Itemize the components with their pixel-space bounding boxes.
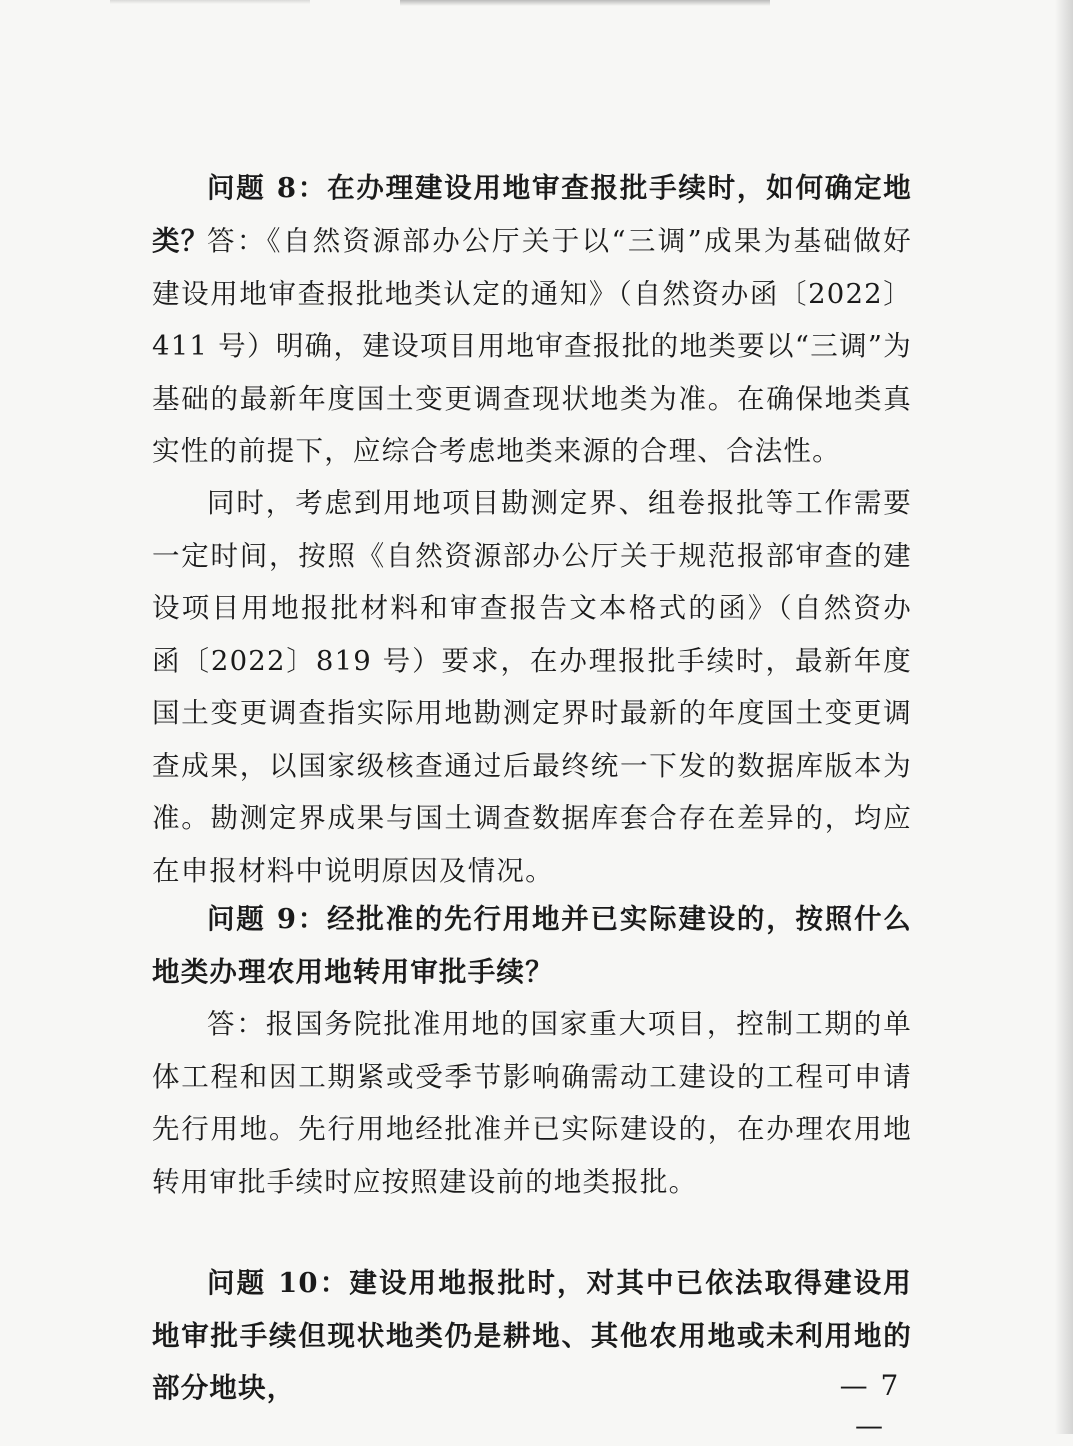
question-10: 问题 10：建设用地报批时，对其中已依法取得建设用地审批手续但现状地类仍是耕地、其他农用地或未利用地的部分地块，: [152, 1267, 912, 1404]
question-9: 问题 9：经批准的先行用地并已实际建设的，按照什么地类办理农用地转用审批手续？: [152, 903, 912, 988]
page-number: — 7 —: [839, 1369, 901, 1442]
answer-8-paragraph-2: 同时，考虑到用地项目勘测定界、组卷报批等工作需要一定时间，按照《自然资源部办公厅关于规范报部审查的建设项目用地报批材料和审查报告文本格式的函》（自然资办函〔2022〕819 号）要求，在办理报批手续时，最新年度国土变更调查指实际用地勘测定界时最新的年度国土变更调查成果，以国家级核查通过后最终统一下发的数据库版本为准。勘测定界成果与国土调查数据库套合存在差异的，均应在申报材料中说明原因及情况。: [152, 487, 912, 887]
answer-8: 答：《自然资源部办公厅关于以“三调”成果为基础做好建设用地审查报批地类认定的通知》（自然资办函〔2022〕411 号）明确，建设项目用地审查报批的地类要以“三调”为基础的最新年度国土变更调查现状地类为准。在确保地类真实性的前提下，应综合考虑地类来源的合理、合法性。: [152, 225, 912, 467]
answer-9: 答：报国务院批准用地的国家重大项目，控制工期的单体工程和因工期紧或受季节影响确需动工建设的工程可申请先行用地。先行用地经批准并已实际建设的，在办理农用地转用审批手续时应按照建设前的地类报批。: [152, 1008, 912, 1198]
question-8: 问题 8：在办理建设用地审查报批手续时，如何确定地类？: [152, 172, 912, 257]
